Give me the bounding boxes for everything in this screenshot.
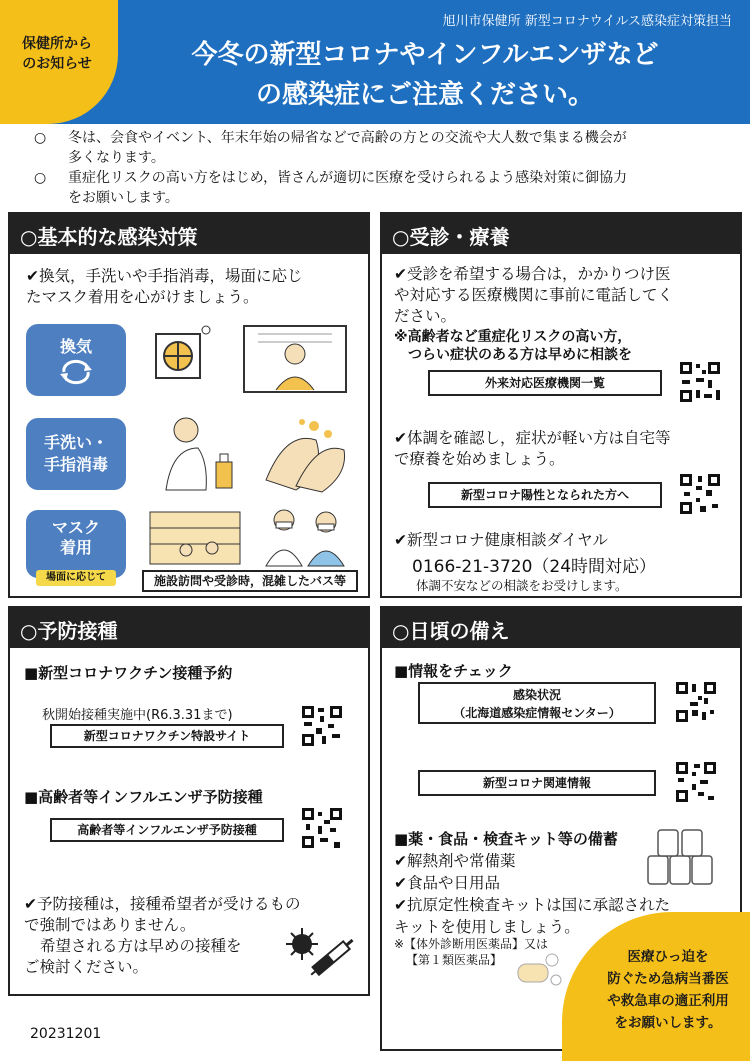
ventilation-card [26,324,126,396]
page-title-line1: 今冬の新型コロナやインフルエンザなど [191,40,659,70]
notice-corner-label [14,34,100,74]
basic-measures-panel [8,212,370,598]
infection-status-link[interactable] [418,682,656,724]
card-label: 換気 [59,337,92,356]
notice-line: 医療ひっ迫を [627,949,709,965]
intro-bullet-2 [34,168,734,188]
washing-hands-illustration [256,410,356,496]
stockpile-item: キットを使用しましょう。 [394,918,580,936]
emergency-notice-text [588,946,748,1034]
bullet-mark: ○ [34,170,47,186]
vaccine-period: 秋開始接種実施中(R6.3.31まで) [42,708,233,723]
intro-text: 冬は、会食やイベント、年末年始の帰省などで高齢の方との交流や大人数で集まる機会が [68,130,627,146]
syringe-virus-icon [282,922,358,982]
mask-card [26,510,126,578]
hotline-phone-number[interactable]: 0166-21-3720（24時間対応） [412,557,657,577]
flu-vaccine-heading: ■高齢者等インフルエンザ予防接種 [24,788,263,806]
intro-text: 重症化リスクの高い方をはじめ，皆さんが適切に医療を受けられるよう感染対策に御協力 [68,170,628,186]
intro-bullet-1 [34,128,734,148]
qr-code-icon[interactable] [678,360,722,404]
refresh-icon [56,359,96,385]
text-line: ✔受診を希望する場合は，かかりつけ医 [394,265,671,283]
note-line: つらい症状のある方は早めに相談を [408,347,632,363]
corner-line1: 保健所から [22,36,92,52]
qr-code-icon[interactable] [300,704,344,748]
text-line: 希望される方は早めの接種を [40,937,242,955]
hand-sanitizer-illustration [146,410,246,496]
bullet-mark: ○ [34,130,47,146]
covid-info-link[interactable]: 新型コロナ関連情報 [418,770,656,796]
stockpile-item: ✔解熱剤や常備薬 [394,852,516,870]
organization-name: 旭川市保健所 新型コロナウイルス感染症対策担当 [442,14,732,29]
hotline-note: 体調不安などの相談をお受けします。 [416,578,628,593]
text-line: ださい。 [394,307,457,325]
intro-text: 多くなります。 [68,150,165,166]
note-line: ※高齢者など重症化リスクの高い方， [394,329,632,345]
text-line: や対応する医療機関に事前に電話してく [394,286,674,304]
text-line: で強制ではありません。 [24,916,196,934]
handwash-card [26,418,126,490]
link-line: 感染状況 [512,688,561,702]
panel-title: ○予防接種 [10,608,368,648]
text-line: ✔予防接種は，接種希望者が受けるもの [24,895,301,913]
mask-situations-label: 施設訪問や受診時，混雑したバス等 [142,570,358,592]
qr-code-icon[interactable] [674,680,718,724]
panel-title: ○受診・療養 [382,214,740,254]
facility-visit-illustration [146,504,356,568]
covid-vaccine-heading: ■新型コロナワクチン接種予約 [24,664,233,682]
text-line: で療養を始めましょう。 [394,450,565,468]
note-line: 【第１類医薬品】 [406,953,503,967]
card-label: 手洗い・ [43,433,108,452]
panel-title: ○日頃の備え [382,608,740,648]
medicine-icon [512,948,564,992]
link-line: （北海道感染症情報センター） [453,706,621,720]
text-line: ✔換気，手洗いや手指消毒，場面に応じ [26,267,303,285]
qr-code-icon[interactable] [674,760,718,804]
outpatient-clinics-link[interactable]: 外来対応医療機関一覧 [428,370,662,396]
intro-bullet-2-cont [34,188,734,208]
intro-bullets [34,128,734,208]
covid-positive-link[interactable]: 新型コロナ陽性となられた方へ [428,482,662,508]
basic-text [26,266,303,308]
consult-text-1 [394,264,734,327]
intro-text: をお願いします。 [68,190,179,206]
card-label: 着用 [59,538,92,557]
stockpile-heading: ■薬・食品・検査キット等の備蓄 [394,830,618,848]
text-line: たマスク着用を心がけましょう。 [26,288,259,306]
high-risk-note [394,328,632,364]
qr-code-icon[interactable] [678,472,722,516]
intro-bullet-1-cont [34,148,734,168]
stockpile-item: ✔抗原定性検査キットは国に承認された [394,896,671,914]
consult-text-2 [394,428,671,470]
notice-line: をお願いします。 [614,1015,722,1031]
notice-line: や救急車の適正利用 [607,993,729,1009]
notice-line: 防ぐため急病当番医 [607,971,729,987]
vaccination-panel [8,606,370,996]
covid-vaccine-site-link[interactable]: 新型コロナワクチン特設サイト [50,724,284,748]
health-hotline-label: ✔新型コロナ健康相談ダイヤル [394,531,609,549]
flu-vaccine-link[interactable]: 高齢者等インフルエンザ予防接種 [50,818,284,842]
qr-code-icon[interactable] [300,806,344,850]
card-label: マスク [51,518,100,537]
header-banner [0,0,750,124]
stockpile-item: ✔食品や日用品 [394,874,500,892]
text-line: ご検討ください。 [24,958,149,976]
info-check-heading: ■情報をチェック [394,662,513,680]
corner-line2: のお知らせ [22,56,92,72]
issue-date: 20231201 [30,1026,102,1042]
card-label: 手指消毒 [43,455,108,474]
panel-title: ○基本的な感染対策 [10,214,368,254]
situation-tag: 場面に応じて [36,570,116,586]
notice-corner [0,0,118,124]
open-window-illustration [238,320,352,396]
consultation-panel [380,212,742,598]
page-title-line2: の感染症にご注意ください。 [255,80,594,110]
text-line: ✔体調を確認し，症状が軽い方は自宅等 [394,429,671,447]
note-line: ※【体外診断用医薬品】又は [394,937,549,951]
window-fan-illustration [146,320,216,394]
